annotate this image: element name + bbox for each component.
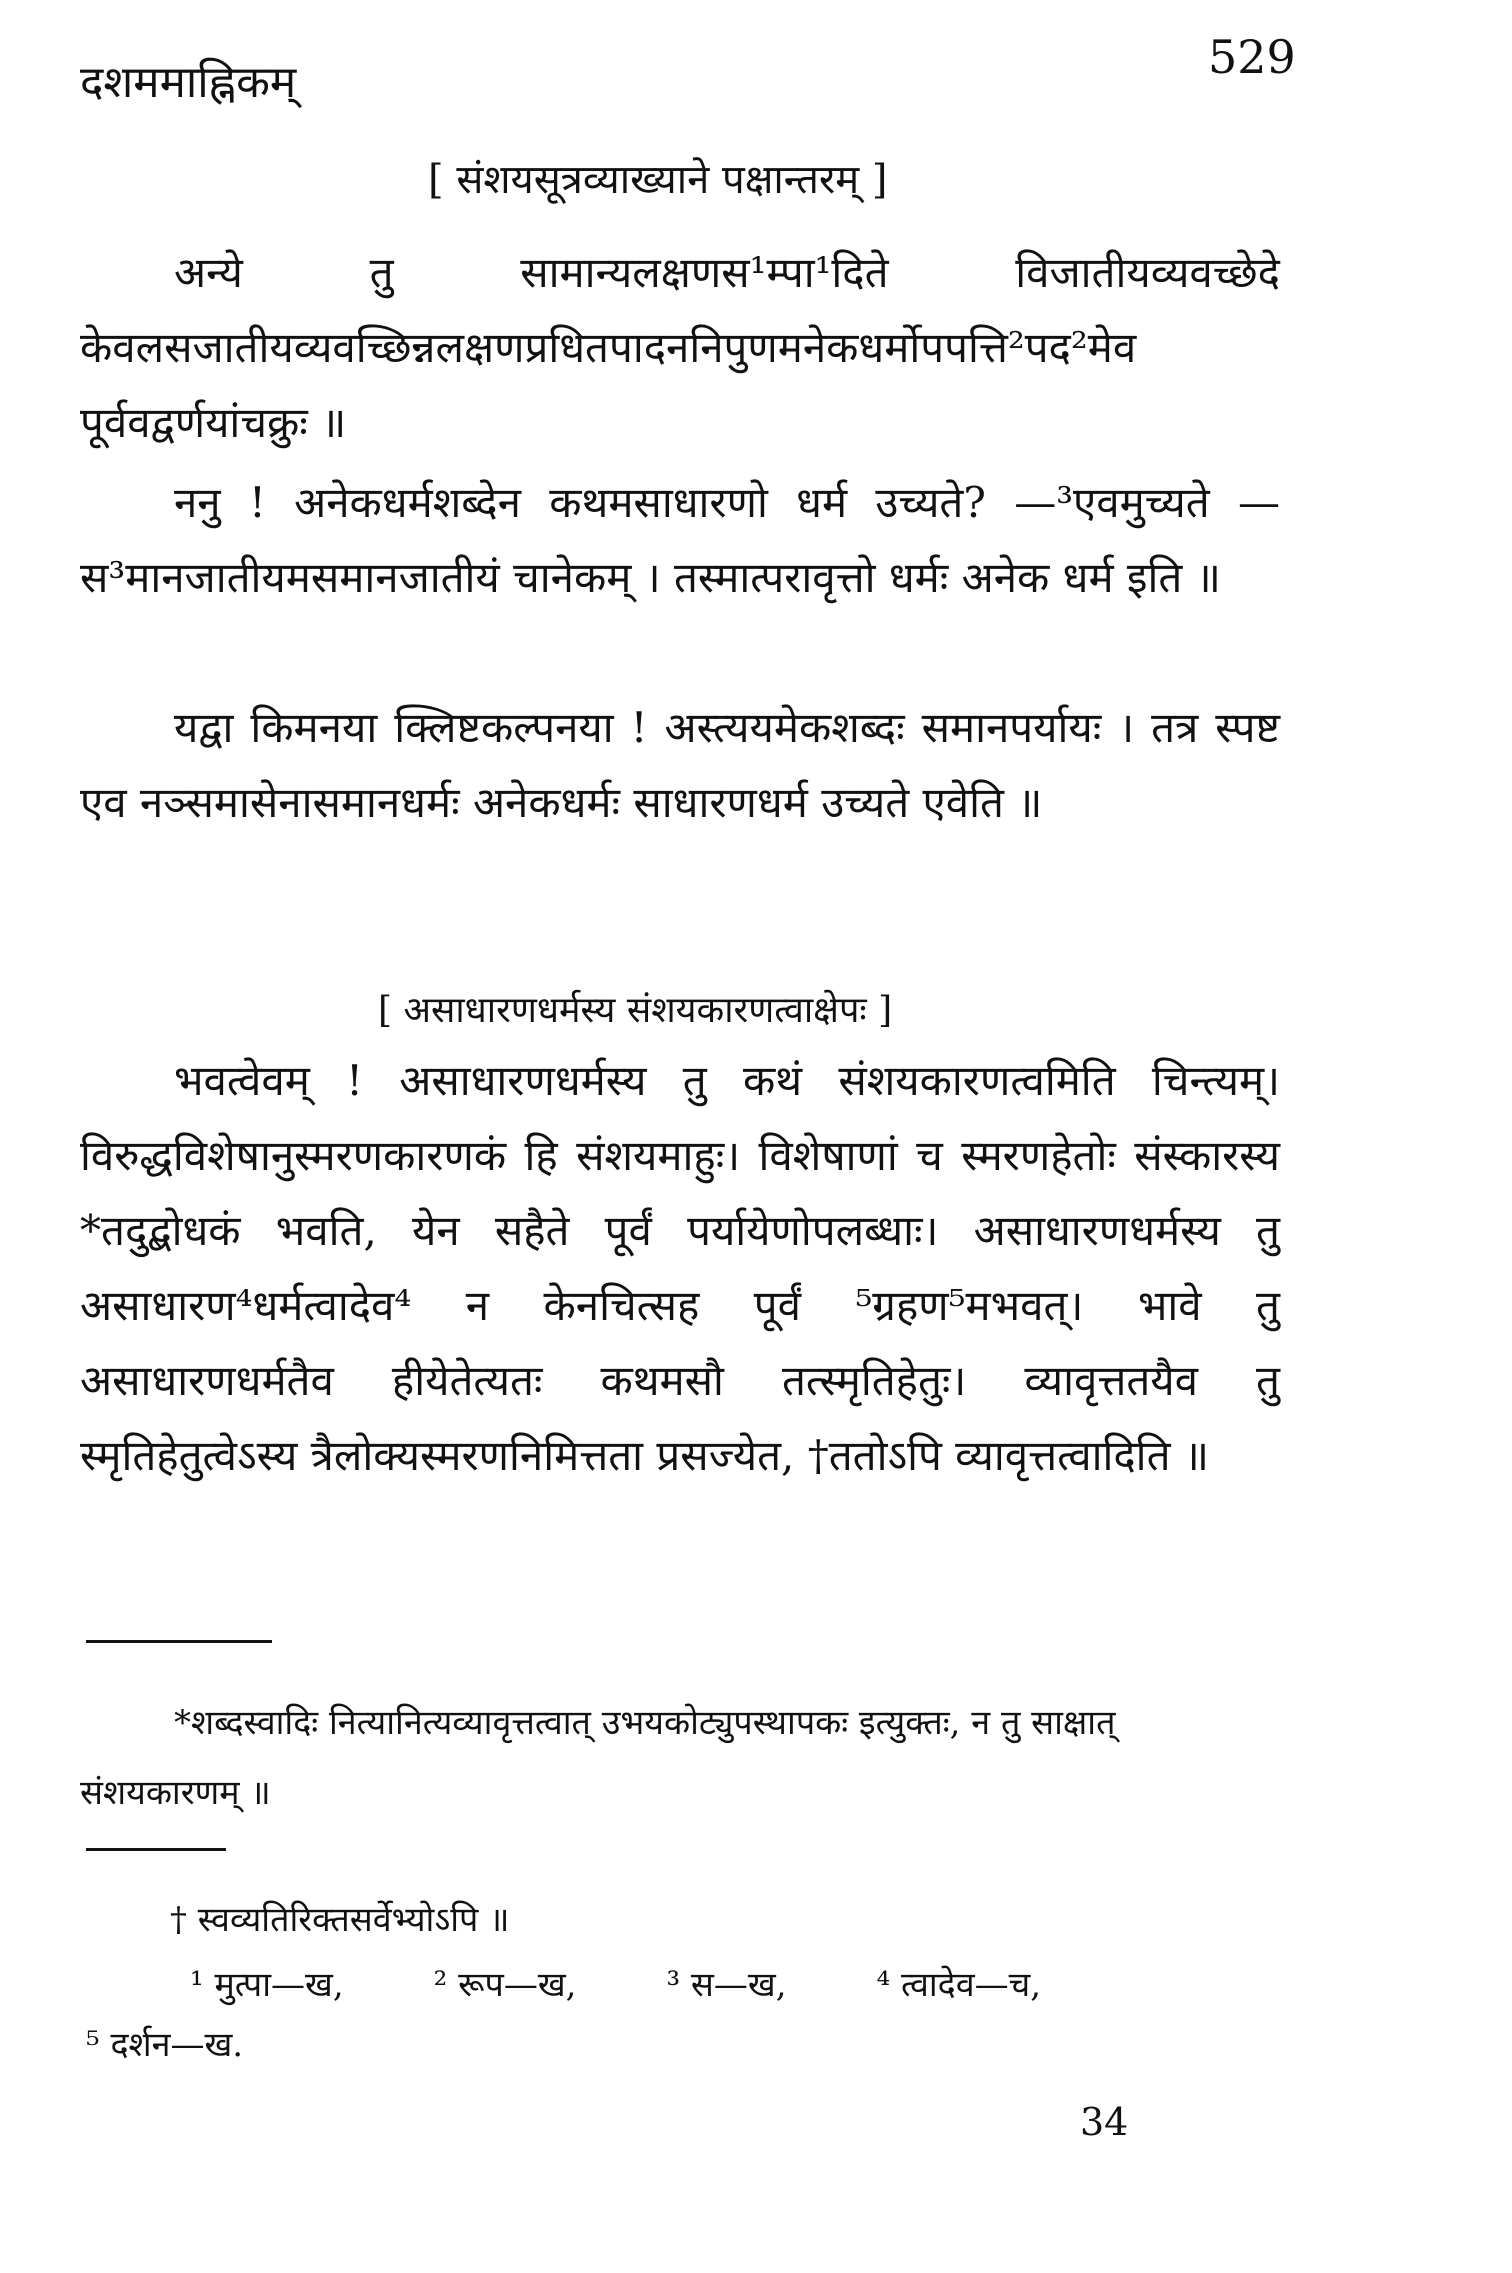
variant-reading: ⁴ त्वादेव—च, <box>876 1965 1042 2005</box>
paragraph-4 <box>80 1043 1280 1493</box>
paragraph-1-text: अन्ये तु सामान्यलक्षणस¹म्पा¹दिते विजातीयव्यवच्छेदे केवलसजातीयव्यवच्छिन्नलक्षणप्रधितपादननिपुणमनेकधर्मोपपत्ति²पद²मेव पूर्ववद्वर्णयांचक्रुः ॥ <box>80 248 1280 447</box>
paragraph-3-text: यद्वा किमनया क्लिष्टकल्पनया ! अस्त्ययमेकशब्दः समानपर्यायः । तत्र स्पष्ट एव नञ्समासेनासमानधर्मः अनेकधर्मः साधारणधर्म उच्यते एवेति ॥ <box>80 703 1280 827</box>
variant-reading: ² रूप—ख, <box>433 1965 577 2005</box>
variant-readings <box>86 1955 1286 2075</box>
section-heading-1: [ संशयसूत्रव्याख्याने पक्षान्तरम् ] <box>428 157 888 203</box>
footnote-star <box>80 1688 1280 1828</box>
running-title: दशममाह्निकम् <box>80 57 297 108</box>
page-number: 529 <box>1208 30 1296 84</box>
variant-reading: ³ स—ख, <box>666 1965 787 2005</box>
footnote-dagger: † स्वव्यतिरिक्तसर्वेभ्योऽपि ॥ <box>170 1900 510 1940</box>
paragraph-1 <box>80 235 1280 460</box>
variant-reading: ¹ मुत्पा—ख, <box>190 1965 344 2005</box>
paragraph-2-text: ननु ! अनेकधर्मशब्देन कथमसाधारणो धर्म उच्यते? —³एवमुच्यते —स³मानजातीयमसमानजातीयं चानेकम् । तस्मात्परावृत्तो धर्मः अनेक धर्म इति ॥ <box>80 478 1280 602</box>
variant-reading: ⁵ दर्शन—ख. <box>86 2025 244 2065</box>
footnote-divider-2 <box>86 1848 226 1851</box>
signature-number: 34 <box>1080 2100 1129 2144</box>
footnote-divider <box>86 1640 272 1643</box>
section-heading-2: [ असाधारणधर्मस्य संशयकारणत्वाक्षेपः ] <box>378 990 893 1031</box>
footnote-star-text: *शब्दस्वादिः नित्यानित्यव्यावृत्तत्वात् उभयकोट्युपस्थापकः इत्युक्तः, न तु साक्षात् संशयकारणम् ॥ <box>80 1703 1116 1813</box>
paragraph-3 <box>80 690 1280 840</box>
paragraph-2 <box>80 465 1280 615</box>
paragraph-4-text: भवत्वेवम् ! असाधारणधर्मस्य तु कथं संशयकारणत्वमिति चिन्त्यम्। विरुद्धविशेषानुस्मरणकारणकं हि संशयमाहुः। विशेषाणां च स्मरणहेतोः संस्कारस्य *तदुद्बोधकं भवति, येन सहैते पूर्वं पर्यायेणोपलब्धाः। असाधारणधर्मस्य तु असाधारण⁴धर्मत्वादेव⁴ न केनचित्सह पूर्वं ⁵ग्रहण⁵मभवत्। भावे तु असाधारणधर्मतैव हीयेतेत्यतः कथमसौ तत्स्मृतिहेतुः। व्यावृत्ततयैव तु स्मृतिहेतुत्वेऽस्य त्रैलोक्यस्मरणनिमित्तता प्रसज्येत, †ततोऽपि व्यावृत्तत्वादिति ॥ <box>80 1056 1280 1480</box>
